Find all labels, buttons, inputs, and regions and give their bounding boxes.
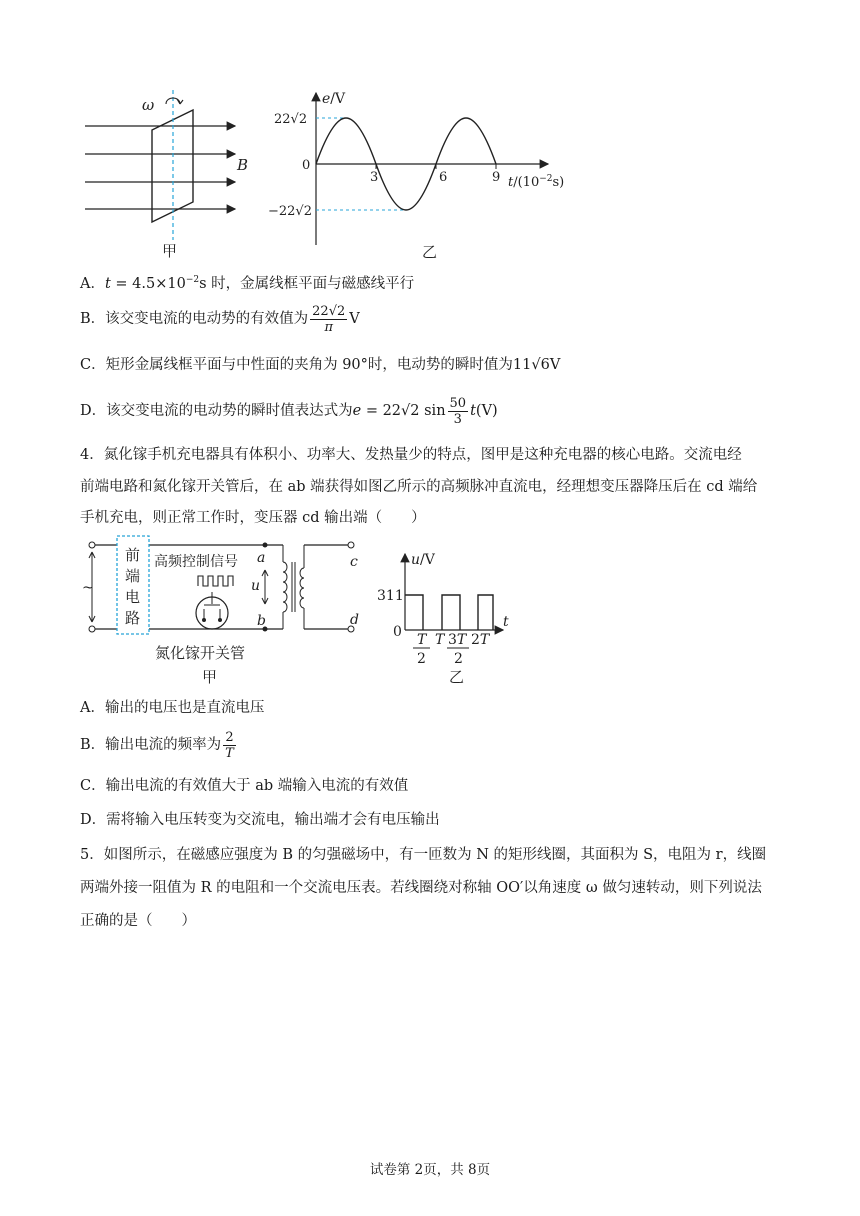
figure-gan-circuit <box>80 532 380 692</box>
axis-u-label: u/V <box>411 552 435 568</box>
figure-caption-yi-2: 乙 <box>449 668 465 686</box>
block-char-4: 路 <box>125 609 141 627</box>
figure-emf-graph <box>260 85 570 265</box>
svg-text:T: T <box>417 632 427 648</box>
field-b-label: B <box>237 156 249 174</box>
q4-option-b: B．输出电流的频率为 $\frac{2}{T}$ <box>80 729 234 761</box>
axis-x-label: $t/(10^{-2}s)$ <box>508 174 565 190</box>
q3-option-c: C．矩形金属线框平面与中性面的夹角为 90°时，电动势的瞬时值为11√6V <box>80 357 561 373</box>
node-c-label: c <box>350 554 358 570</box>
q3-option-a: A．$t = 4.5\times 10^{-2}s$ 时，金属线框平面与磁感线平行 <box>80 275 415 292</box>
figure-caption-jia-2: 甲 <box>202 668 218 686</box>
omega-label: ω <box>142 96 155 114</box>
q3-option-d: D．该交变电流的电动势的瞬时值表达式为e = 22√2 sin $\frac{50}{3}$ t(V) <box>80 395 498 427</box>
block-char-2: 端 <box>125 567 141 585</box>
q5-stem-line-3: 正确的是（ ） <box>80 913 196 929</box>
figure-pulse-graph <box>375 550 525 690</box>
tick-2t-label: 2T <box>471 632 490 648</box>
figure-caption-jia: 甲 <box>162 242 178 260</box>
level-311-label: 311 <box>377 588 404 604</box>
tick-top-label: 22√2 <box>274 112 308 127</box>
tick-3-label: 3 <box>370 170 379 185</box>
figure-coil-in-field <box>80 90 270 265</box>
switch-label: 氮化镓开关管 <box>155 644 246 662</box>
svg-text:3T: 3T <box>448 632 467 648</box>
q5-stem-line-1: 5．如图所示，在磁感应强度为 B 的匀强磁场中，有一匝数为 N 的矩形线圈，其面积为 S，电阻为 r，线圈 <box>80 847 767 863</box>
q4-stem-line-2: 前端电路和氮化镓开关管后，在 ab 端获得如图乙所示的高频脉冲直流电，经理想变压器降压后在 cd 端给 <box>80 479 758 495</box>
tick-9-label: 9 <box>492 170 501 185</box>
voltage-u-label: u <box>251 578 261 594</box>
tick-t-label: T <box>435 632 445 648</box>
origin-label: 0 <box>302 158 311 173</box>
node-d-label: d <box>350 612 359 628</box>
block-char-1: 前 <box>125 546 141 564</box>
q4-option-c: C．输出电流的有效值大于 ab 端输入电流的有效值 <box>80 778 409 794</box>
ac-symbol: ~ <box>82 580 94 596</box>
pulse-origin-label: 0 <box>393 624 402 640</box>
block-char-3: 电 <box>125 588 141 606</box>
node-a-label: a <box>257 550 266 566</box>
axis-y-label: e/V <box>322 91 346 107</box>
tick-bottom-label: −22√2 <box>268 204 312 219</box>
page-footer: 试卷第 2页，共 8页 <box>369 1162 491 1178</box>
pulse-waveform <box>405 595 493 630</box>
control-pulse-icon <box>198 576 233 586</box>
figure-caption-yi: 乙 <box>422 243 438 261</box>
node-b-label: b <box>257 613 266 629</box>
signal-label: 高频控制信号 <box>154 554 238 570</box>
q4-option-d: D．需将输入电压转变为交流电，输出端才会有电压输出 <box>80 812 440 828</box>
axis-t-label: t <box>503 614 509 630</box>
q4-option-a: A．输出的电压也是直流电压 <box>80 700 265 716</box>
q3-option-b: B．该交变电流的电动势的有效值为 $\frac{22√2}{\pi}$ V <box>80 303 360 335</box>
q5-stem-line-2: 两端外接一阻值为 R 的电阻和一个交流电压表。若线圈绕对称轴 OO′以角速度 ω 做匀速转动，则下列说法 <box>80 880 762 896</box>
q4-stem-line-1: 4．氮化镓手机充电器具有体积小、功率大、发热量少的特点，图甲是这种充电器的核心电路。交流电经 <box>80 447 742 463</box>
svg-text:2: 2 <box>417 651 426 667</box>
tick-6-label: 6 <box>439 170 448 185</box>
svg-text:2: 2 <box>454 651 463 667</box>
q4-stem-line-3: 手机充电，则正常工作时，变压器 cd 输出端（ ） <box>80 510 426 526</box>
